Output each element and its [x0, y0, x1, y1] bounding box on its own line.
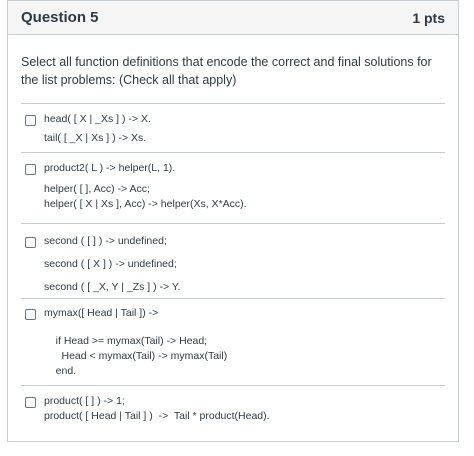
- answer-option-3[interactable]: [21, 223, 445, 298]
- question-card: [7, 0, 459, 442]
- answer-checkbox-3[interactable]: [25, 237, 36, 248]
- question-title: Question 5: [21, 9, 99, 26]
- answer-checkbox-1[interactable]: [25, 115, 36, 126]
- answer-option-4[interactable]: [21, 298, 445, 385]
- answer-line: second ( [ X ] ) -> undefined;: [44, 258, 177, 270]
- answer-line: helper( [ X | Xs ], Acc) -> helper(Xs, X*Acc).: [44, 198, 247, 210]
- answer-line: mymax([ Head | Tail ]) ->: [44, 307, 159, 319]
- answer-option-5[interactable]: [21, 385, 445, 430]
- answer-checkbox-5[interactable]: [25, 397, 36, 408]
- answer-line: Head < mymax(Tail) -> mymax(Tail): [44, 350, 228, 362]
- answer-line: tail( [ _X | Xs ] ) -> Xs.: [44, 132, 147, 144]
- answer-line: product2( L ) -> helper(L, 1).: [44, 162, 176, 174]
- answer-line: if Head >= mymax(Tail) -> Head;: [44, 335, 208, 347]
- answer-line: product( [ Head | Tail ] ) -> Tail * product(Head).: [44, 410, 270, 422]
- question-prompt: Select all function definitions that encode the correct and final solutions for the list problems: (Check all that apply): [21, 55, 432, 87]
- answer-line: end.: [44, 365, 77, 377]
- answer-line: head( [ X | _Xs ] ) -> X.: [44, 113, 151, 125]
- question-header: [8, 1, 458, 35]
- answer-list: [21, 103, 445, 430]
- answer-line: second ( [ ] ) -> undefined;: [44, 235, 167, 247]
- answer-line: product( [ ] ) -> 1;: [44, 395, 125, 407]
- question-points: 1 pts: [412, 9, 445, 26]
- answer-line: helper( [ ], Acc) -> Acc;: [44, 183, 150, 195]
- answer-line: second ( [ _X, Y | _Zs ] ) -> Y.: [44, 281, 181, 293]
- answer-option-1[interactable]: [21, 103, 445, 152]
- answer-option-2[interactable]: [21, 152, 445, 223]
- answer-checkbox-2[interactable]: [25, 164, 36, 175]
- answer-checkbox-4[interactable]: [25, 309, 36, 320]
